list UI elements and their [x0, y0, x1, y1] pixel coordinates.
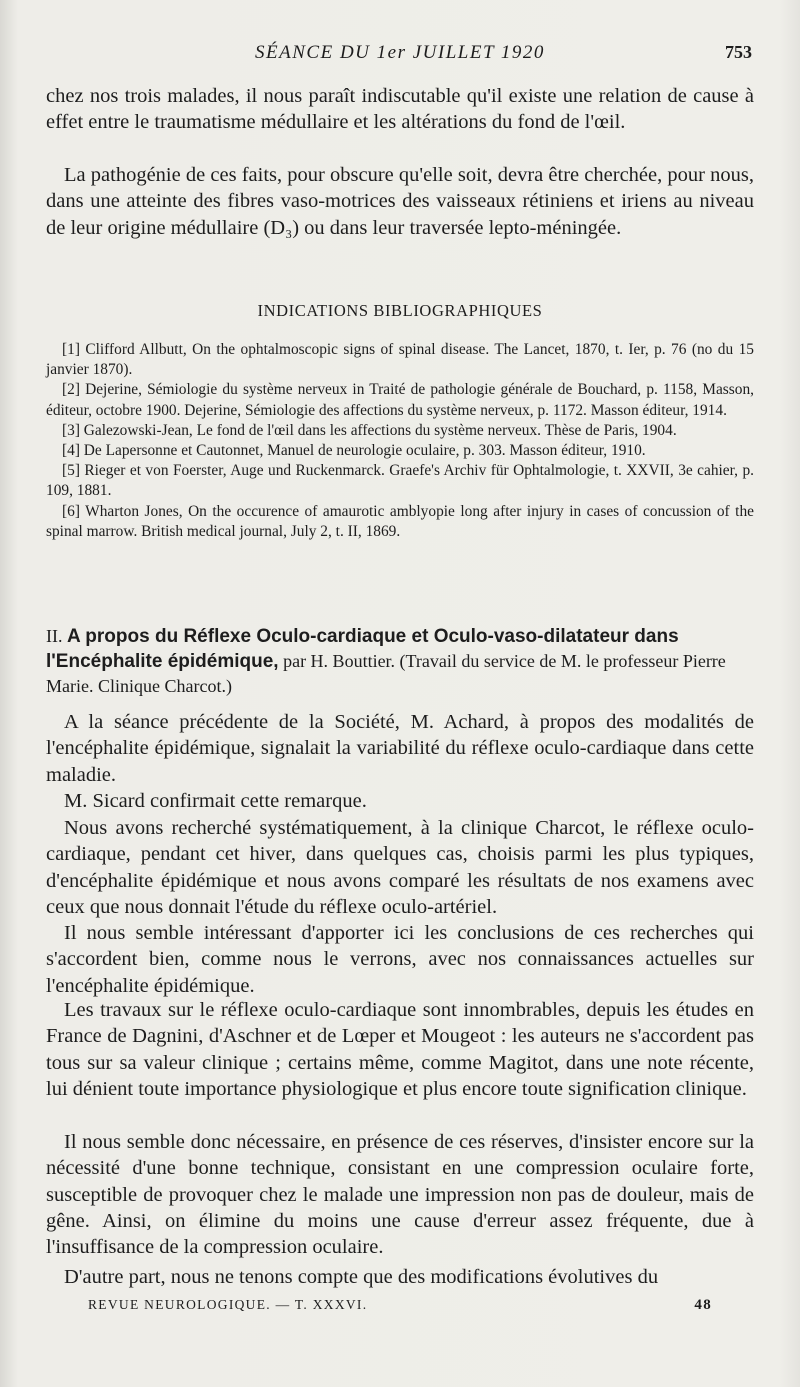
body-paragraph-7: D'autre part, nous ne tenons compte que des modifications évolutives du [64, 1266, 659, 1288]
bibliography-entry-2: [2] Dejerine, Sémiologie du système nerveux in Traité de pathologie générale de Bouchard, p. 1158, Masson, éditeur, octobre 1900. Dejerine, Sémiologie des affections du système nerveux, p. 1172. Masson éditeur, 1914. [46, 381, 754, 419]
running-title: SÉANCE DU 1er JUILLET 1920 [255, 42, 545, 63]
page-number: 753 [725, 42, 752, 62]
body-paragraph-3: Nous avons recherché systématiquement, à la clinique Charcot, le réflexe oculo-cardiaque, pendant cet hiver, dans quelques cas, choisis parmi les plus typiques, d'encéphalite épidémique et nous avons comparé les résultats de nos examens avec ceux que nous donnait l'étude du réflexe oculo-artériel. [46, 817, 754, 918]
bibliography-entry-3: [3] Galezowski-Jean, Le fond de l'œil dans les affections du système nerveux. Thèse de Paris, 1904. [62, 421, 677, 439]
body-paragraph-1: A la séance précédente de la Société, M. Achard, à propos des modalités de l'encéphalite épidémique, signalait la variabilité du réflexe oculo-cardiaque dans cette maladie. [46, 711, 754, 786]
bibliography-entry-4: [4] De Lapersonne et Cautonnet, Manuel de neurologie oculaire, p. 303. Masson éditeur, 1910. [62, 442, 646, 460]
bibliography-heading: INDICATIONS BIBLIOGRAPHIQUES [257, 301, 543, 320]
bibliography-entry-6: [6] Wharton Jones, On the occurence of amaurotic amblyopie long after injury in cases of concussion of the spinal marrow. British medical journal, July 2, t. II, 1869. [46, 502, 754, 540]
page-footer [88, 1297, 712, 1313]
running-header [0, 40, 800, 68]
journal-reference: REVUE NEUROLOGIQUE. — T. XXXVI. [88, 1297, 368, 1312]
intro-paragraph-1: chez nos trois malades, il nous paraît indiscutable qu'il existe une relation de cause à effet entre le traumatisme médullaire et les altérations du fond de l'œil. [46, 85, 754, 134]
section-heading [46, 624, 754, 698]
section-byline: par H. Bouttier. (Travail du service de M. le professeur Pierre Marie. Clinique Charcot.) [46, 651, 726, 696]
signature-mark: 48 [694, 1297, 712, 1313]
bibliography-entry-1: [1] Clifford Allbutt, On the ophtalmoscopic signs of spinal disease. The Lancet, 1870, t. Ier, p. 76 (no du 15 janvier 1870). [46, 341, 754, 379]
body-paragraph-2: M. Sicard confirmait cette remarque. [64, 790, 367, 812]
body-paragraph-4: Il nous semble intéressant d'apporter ici les conclusions de ces recherches qui s'accordent bien, comme nous le verrons, avec nos connaissances actuelles sur l'encéphalite épidémique. [46, 922, 754, 997]
intro-paragraph-2: La pathogénie de ces faits, pour obscure qu'elle soit, devra être cherchée, pour nous, dans une atteinte des fibres vaso-motrices des vaisseaux rétiniens et iriens au niveau de leur origine médullaire (D₃) ou dans leur traversée lepto-méningée. [46, 164, 754, 239]
bibliography-list [46, 340, 754, 542]
section-number: II. [46, 626, 63, 646]
body-paragraph-6: Il nous semble donc nécessaire, en présence de ces réserves, d'insister encore sur la nécessité d'une bonne technique, consistant en une compression oculaire forte, susceptible de provoquer chez le malade une impression non pas de douleur, mais de gêne. Ainsi, on élimine du moins une cause d'erreur assez fréquente, due à l'insuffisance de la compression oculaire. [46, 1131, 754, 1259]
section-title: A propos du Réflexe Oculo-cardiaque et Oculo-vaso-dilatateur dans l'Encéphalite épidémique, [46, 626, 679, 672]
bibliography-entry-5: [5] Rieger et von Foerster, Auge und Ruckenmarck. Graefe's Archiv für Ophtalmologie, t. XXVII, 3e cahier, p. 109, 1881. [46, 462, 754, 500]
body-paragraph-5: Les travaux sur le réflexe oculo-cardiaque sont innombrables, depuis les études en France de Dagnini, d'Aschner et de Lœper et Mougeot : les auteurs ne s'accordent pas tous sur sa valeur clinique ; certains même, comme Magitot, dans une note récente, lui dénient toute importance physiologique et plus encore toute signification clinique. [46, 999, 754, 1100]
